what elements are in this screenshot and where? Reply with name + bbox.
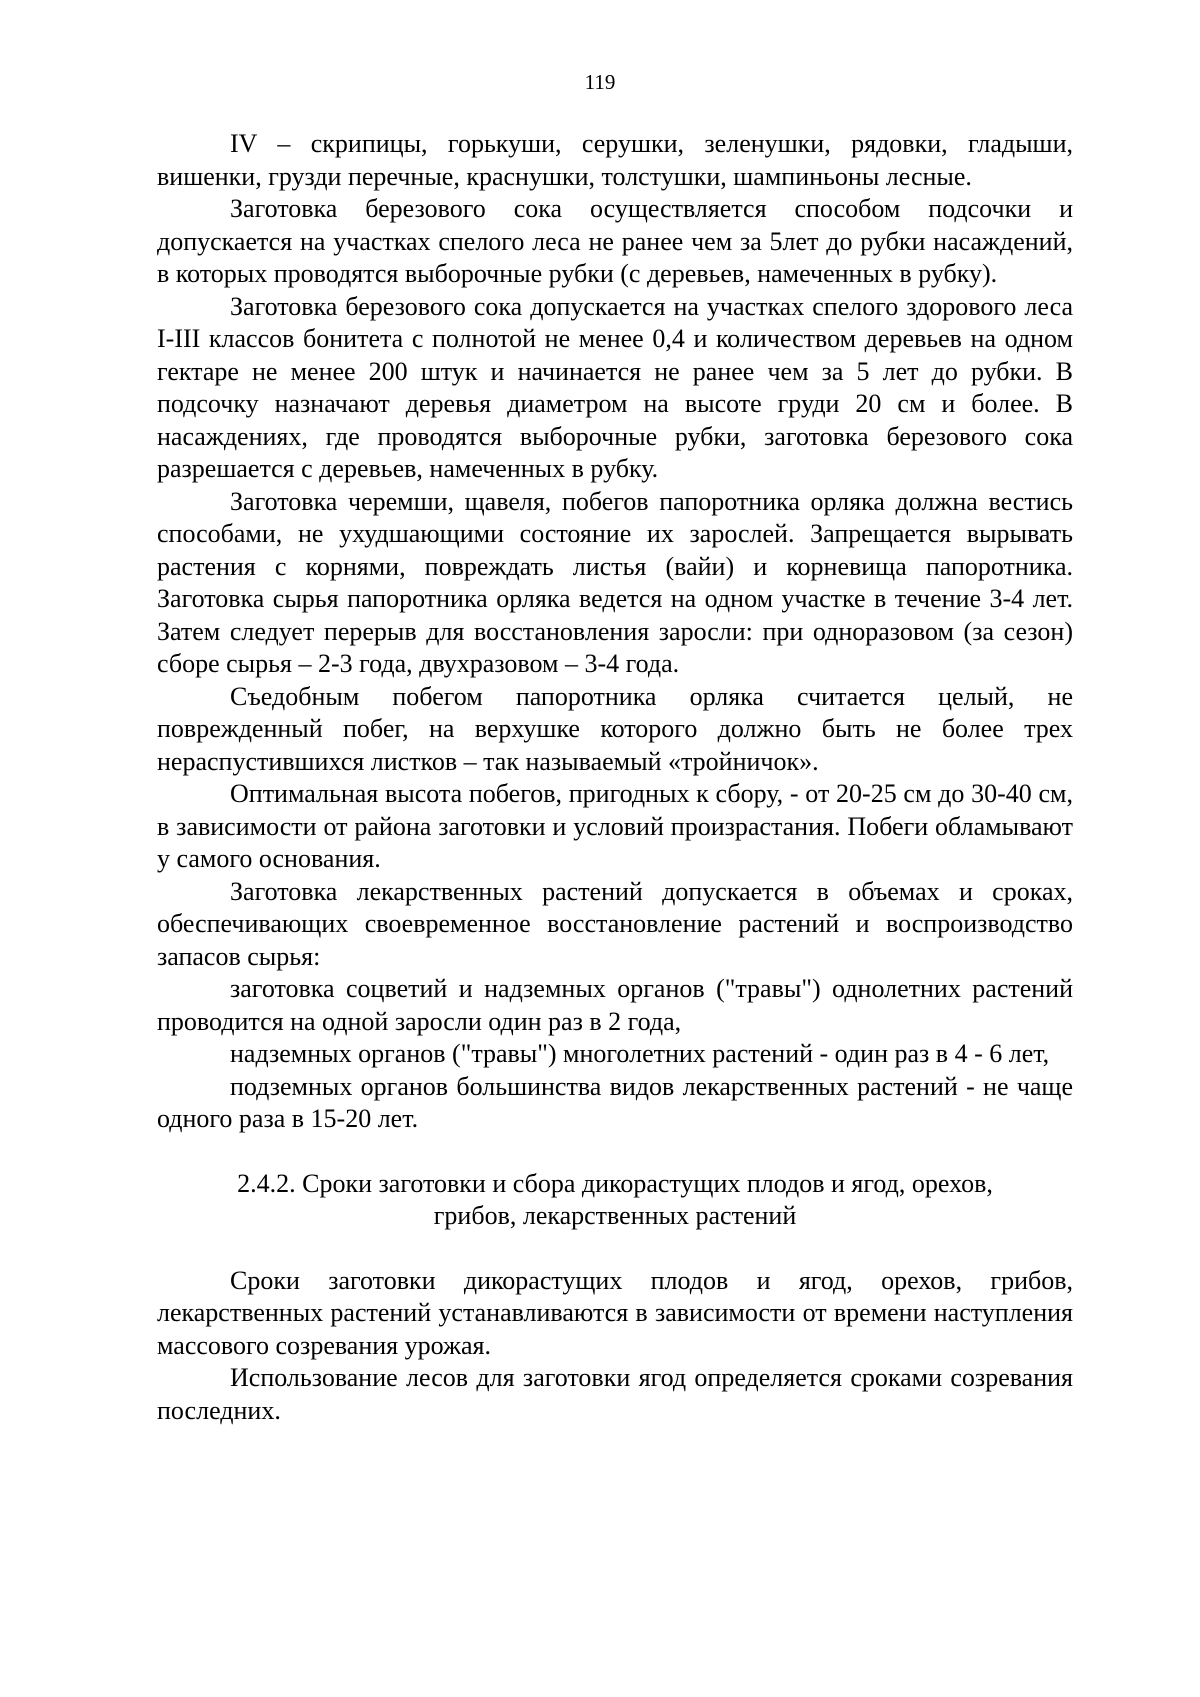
section-heading — [157, 1168, 1073, 1233]
section-heading-line-2: грибов, лекарственных растений — [433, 1201, 797, 1230]
paragraph-perennial-plants: надземных органов ("травы") многолетних растений - один раз в 4 - 6 лет, — [230, 1039, 1050, 1068]
document-body — [157, 128, 1073, 1427]
paragraph-berry-harvest: Использование лесов для заготовки ягод определяется сроками созревания последних. — [157, 1363, 1073, 1425]
paragraph-mushroom-category-iv: IV – скрипицы, горькуши, серушки, зеленушки, рядовки, гладыши, вишенки, грузди перечные, краснушки, толстушки, шампиньоны лесные. — [157, 129, 1073, 191]
paragraph-wild-garlic-fern: Заготовка черемши, щавеля, побегов папоротника орляка должна вестись способами, не ухудшающими состояние их зарослей. Запрещается вырывать растения с корнями, повреждать листья (вайи) и корневища папоротника. Заготовка сырья папоротника орляка ведется на одном участке в течение 3-4 лет. Затем следует перерыв для восстановления заросли: при одноразовом (за сезон) сборе сырья – 2-3 года, двухразовом – 3-4 года. — [157, 486, 1073, 678]
paragraph-birch-sap-conditions: Заготовка березового сока допускается на участках спелого здорового леса I-III классов бонитета с полнотой не менее 0,4 и количеством деревьев на одном гектаре не менее 200 штук и начинается не ранее чем за 5 лет до рубки. В подсочку назначают деревья диаметром на высоте груди 20 см и более. В насаждениях, где проводятся выборочные рубки, заготовка березового сока разрешается с деревьев, намеченных в рубку. — [157, 291, 1073, 483]
paragraph-annual-plants: заготовка соцветий и надземных органов ("травы") однолетних растений проводится на одной заросли один раз в 2 года, — [157, 974, 1073, 1036]
paragraph-medicinal-plants: Заготовка лекарственных растений допускается в объемах и сроках, обеспечивающих своевременное восстановление растений и воспроизводство запасов сырья: — [157, 876, 1073, 971]
paragraph-edible-fern-shoot: Съедобным побегом папоротника орляка считается целый, не поврежденный побег, на верхушке которого должно быть не более трех нераспустившихся листков – так называемый «тройничок». — [157, 681, 1073, 776]
spacer — [157, 1233, 1073, 1265]
paragraph-birch-sap-method: Заготовка березового сока осуществляется способом подсочки и допускается на участках спелого леса не ранее чем за 5лет до рубки насаждений, в которых проводятся выборочные рубки (с деревьев, намеченных в рубку). — [157, 194, 1073, 288]
section-heading-line-1: 2.4.2. Сроки заготовки и сбора дикорастущих плодов и ягод, орехов, — [237, 1168, 993, 1198]
paragraph-underground-organs: подземных органов большинства видов лекарственных растений - не чаще одного раза в 15-20 лет. — [157, 1071, 1073, 1133]
page-number: 119 — [584, 70, 616, 94]
paragraph-shoot-height: Оптимальная высота побегов, пригодных к сбору, - от 20-25 см до 30-40 см, в зависимости от района заготовки и условий произрастания. Побеги обламывают у самого основания. — [157, 779, 1073, 873]
paragraph-harvest-dates: Сроки заготовки дикорастущих плодов и ягод, орехов, грибов, лекарственных растений устанавливаются в зависимости от времени наступления массового созревания урожая. — [157, 1265, 1073, 1360]
